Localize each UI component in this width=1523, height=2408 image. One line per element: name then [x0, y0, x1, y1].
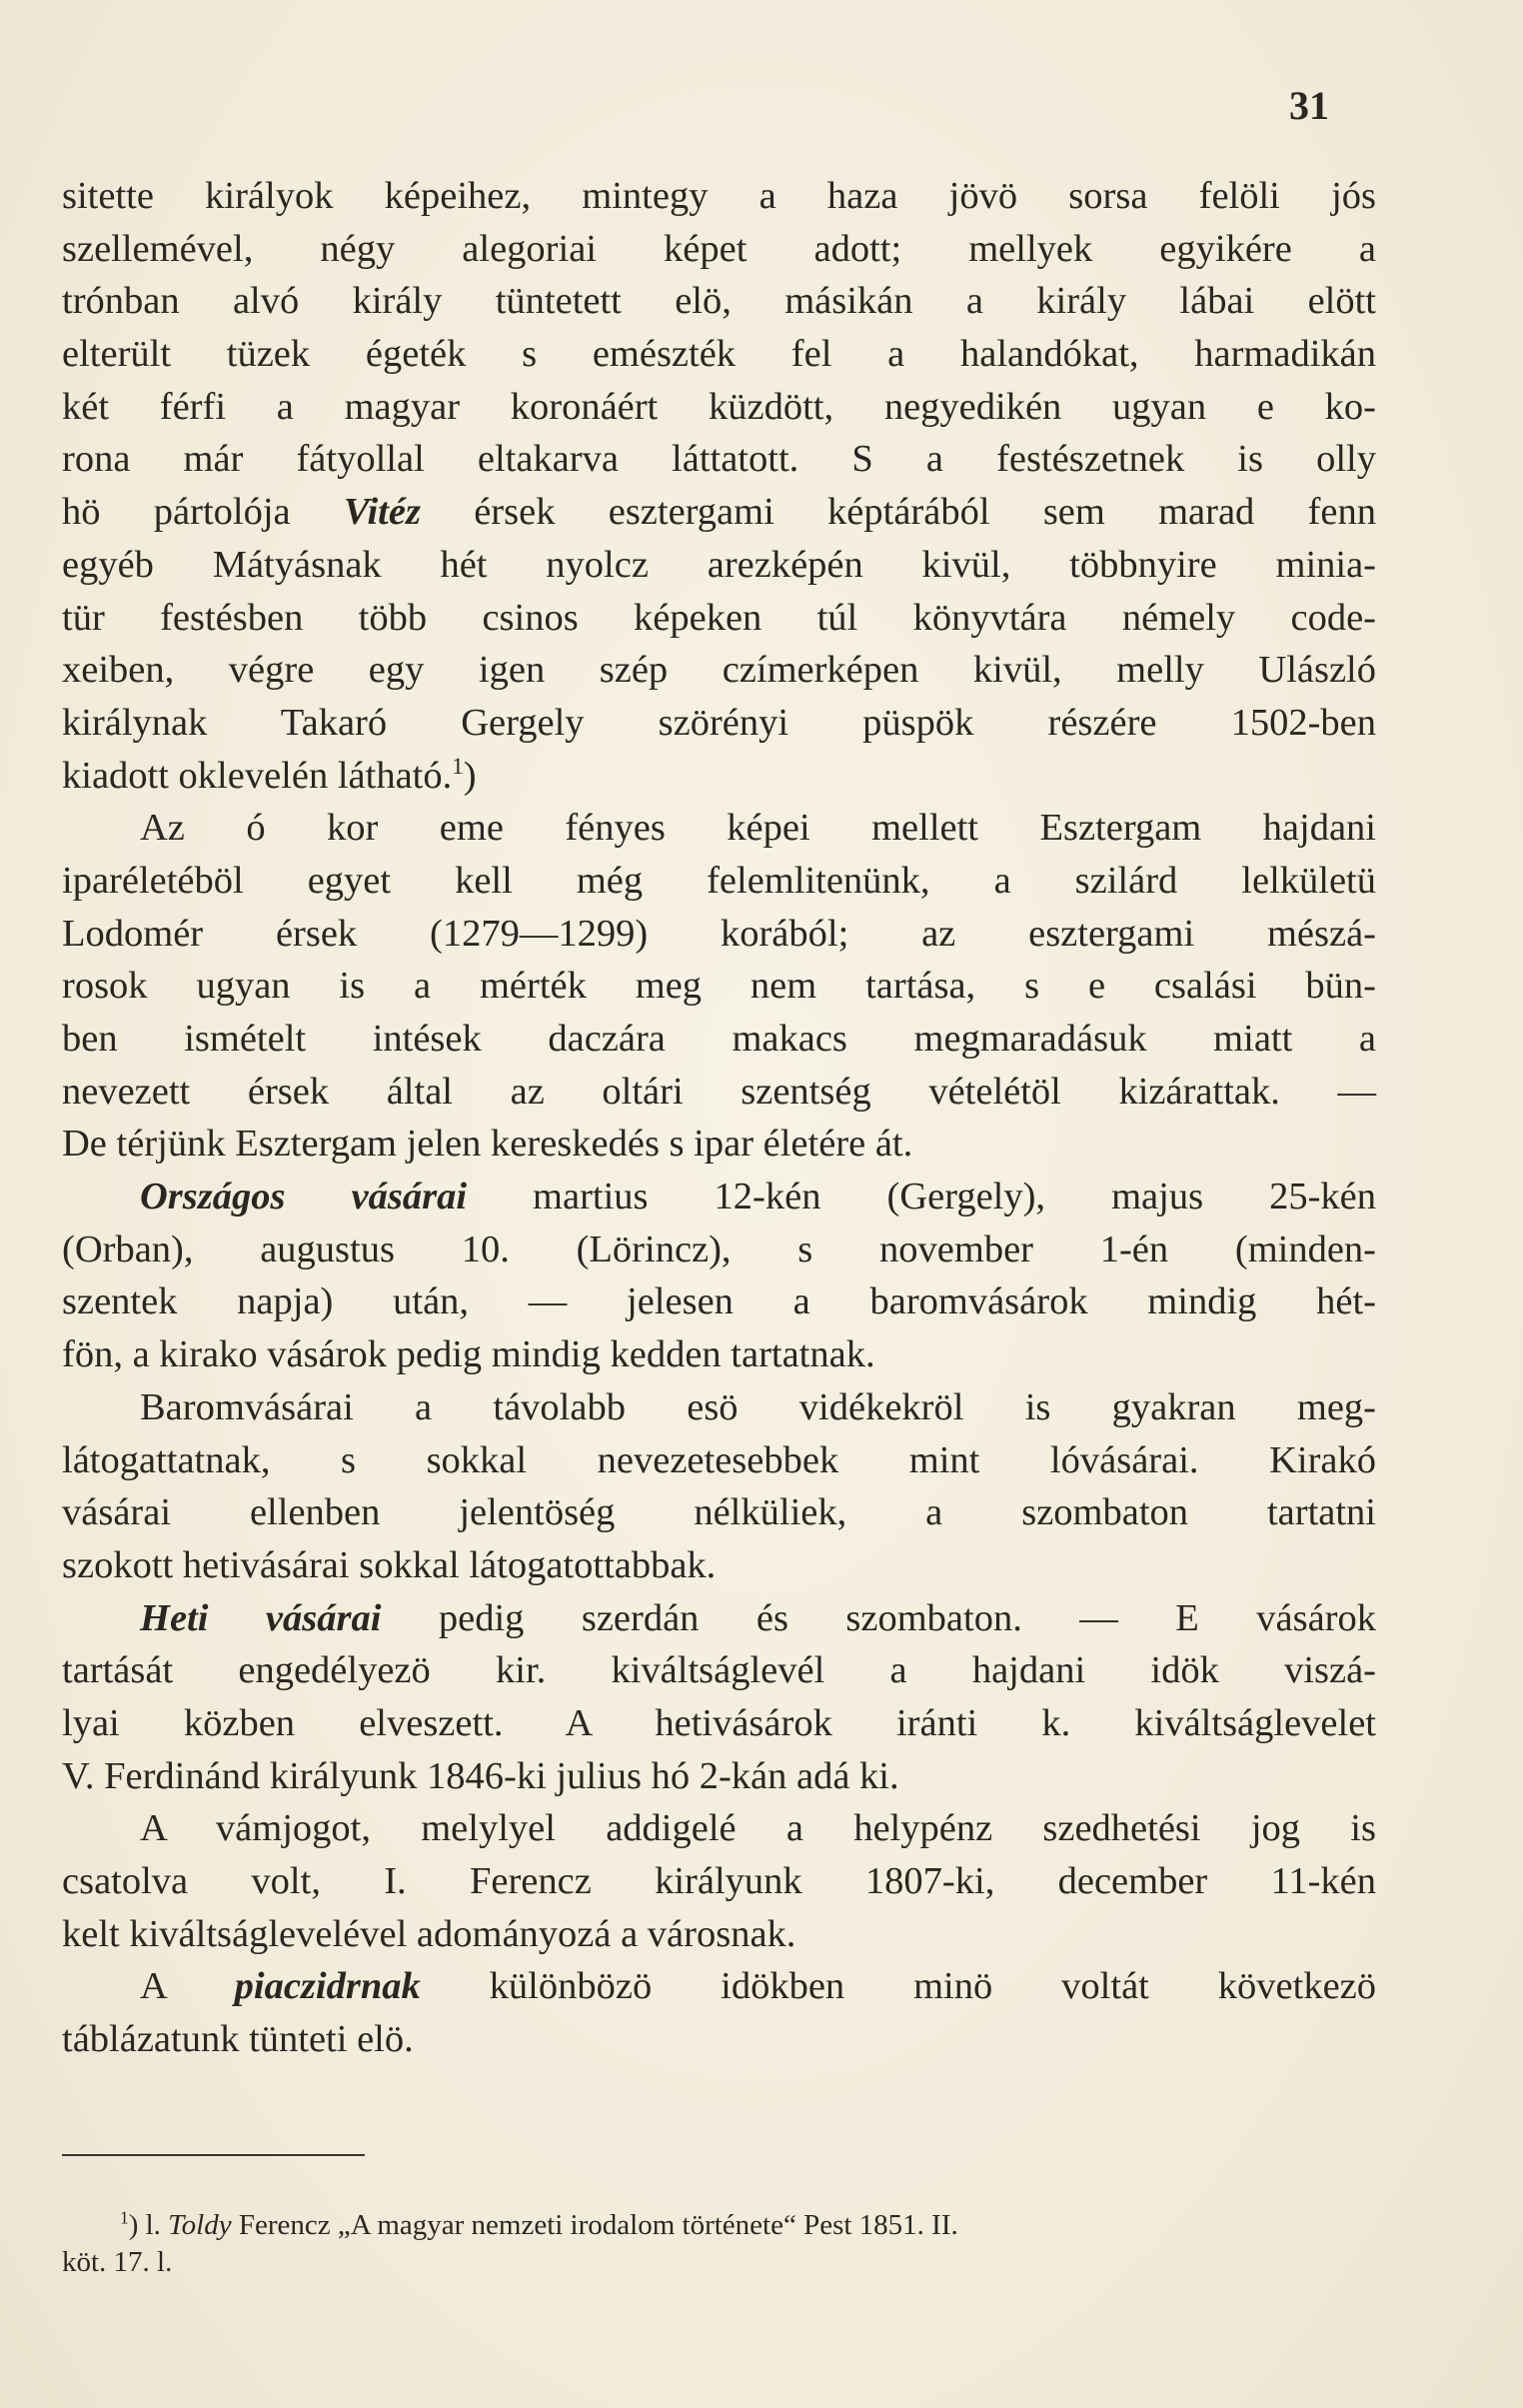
emphasized-term: Országos vásárai — [140, 1176, 468, 1218]
text-segment: Az ó kor eme fényes képei mellett Esztergam hajdani — [140, 807, 1376, 850]
text-segment: hö pártolója — [62, 491, 344, 534]
text-segment: különbözö idökben minö voltát következö — [420, 1965, 1376, 2008]
text-segment: vásárai ellenben jelentöség nélküliek, a szombaton tartatni — [62, 1491, 1376, 1534]
text-line — [62, 960, 1376, 1013]
text-line — [62, 1013, 1376, 1066]
text-line — [62, 592, 1376, 645]
text-segment: egyéb Mátyásnak hét nyolcz arezképén kivül, többnyire minia- — [62, 543, 1376, 586]
text-segment: pedig szerdán és szombaton. — E vásárok — [381, 1596, 1376, 1639]
text-line — [62, 1908, 1376, 1961]
footnote-reference: 1 — [452, 752, 464, 779]
emphasized-term: piaczidrnak — [234, 1965, 421, 2008]
text-line — [62, 1960, 1376, 2013]
text-segment: királynak Takaró Gergely szörényi püspök részére 1502-ben — [62, 701, 1376, 744]
text-segment: kelt kiváltságlevelével adományozá a városnak. — [62, 1912, 796, 1955]
text-segment: lyai közben elveszett. A hetivásárok iránti k. kiváltságlevelet — [62, 1701, 1376, 1744]
text-segment: kiadott oklevelén látható. — [62, 754, 453, 797]
text-segment: tür festésben több csinos képeken túl könyvtára némely code- — [62, 596, 1376, 639]
text-segment: A vámjogot, melylyel addigelé a helypénz szedhetési jog is — [140, 1807, 1376, 1850]
text-segment: szentek napja) után, — jelesen a baromvásárok mindig hét- — [62, 1280, 1376, 1323]
text-segment: trónban alvó király tüntetett elö, másikán a király lábai elött — [62, 280, 1376, 323]
text-segment: elterült tüzek égeték s emészték fel a halandókat, harmadikán — [62, 333, 1376, 376]
footnote-line-1 — [62, 2207, 1376, 2244]
text-line — [62, 1223, 1376, 1276]
footnote-line-2: köt. 17. l. — [62, 2246, 173, 2278]
text-line — [62, 223, 1376, 276]
footnote-marker: 1 — [120, 2207, 129, 2228]
page-number: 31 — [1289, 83, 1329, 128]
text-line — [62, 1066, 1376, 1119]
text-segment: Lodomér érsek (1279—1299) korából; az esztergami mészá- — [62, 912, 1376, 955]
footnote — [62, 2207, 1376, 2281]
text-line — [62, 381, 1376, 434]
text-segment: De térjünk Esztergam jelen kereskedés s ipar életére át. — [62, 1123, 913, 1166]
footnote-author: Toldy — [168, 2209, 232, 2241]
text-segment: táblázatunk tünteti elö. — [62, 2018, 414, 2061]
text-line — [62, 908, 1376, 961]
text-line — [62, 1539, 1376, 1592]
text-segment: (Orban), augustus 10. (Lörincz), s november 1-én (minden- — [62, 1227, 1376, 1270]
text-segment: xeiben, végre egy igen szép czímerképen kivül, melly Ulászló — [62, 649, 1376, 692]
text-line — [62, 1381, 1376, 1434]
text-segment: rosok ugyan is a mérték meg nem tartása, s e csalási bün- — [62, 965, 1376, 1008]
text-line — [62, 1171, 1376, 1223]
footnote-text-post: Ferencz „A magyar nemzeti irodalom története“ Pest 1851. II. — [231, 2209, 958, 2241]
text-line — [62, 328, 1376, 381]
emphasized-term: Heti vásárai — [140, 1596, 382, 1639]
text-line — [62, 275, 1376, 328]
text-segment: fön, a kirako vásárok pedig mindig kedden tartatnak. — [62, 1333, 875, 1376]
text-segment: martius 12-kén (Gergely), majus 25-kén — [467, 1176, 1376, 1218]
text-segment: csatolva volt, I. Ferencz királyunk 1807-ki, december 11-kén — [62, 1860, 1376, 1902]
text-segment: két férfi a magyar koronáért küzdött, negyedikén ugyan e ko- — [62, 385, 1376, 428]
text-line — [62, 1592, 1376, 1645]
text-segment: érsek esztergami képtárából sem marad fenn — [420, 491, 1376, 534]
text-line — [62, 1118, 1376, 1171]
text-segment: ben ismételt intések daczára makacs megmaradásuk miatt a — [62, 1018, 1376, 1060]
text-segment: V. Ferdinánd királyunk 1846-ki julius hó 2-kán adá ki. — [62, 1754, 899, 1797]
body-text — [62, 170, 1376, 2066]
text-segment: ) — [463, 754, 477, 797]
text-segment: tartását engedélyezö kir. kiváltságlevél a hajdani idök viszá- — [62, 1649, 1376, 1692]
text-line — [62, 1855, 1376, 1908]
text-line — [62, 433, 1376, 486]
text-line — [62, 697, 1376, 750]
text-segment: sitette királyok képeihez, mintegy a haza jövö sorsa felöli jós — [62, 175, 1376, 217]
text-line — [62, 2013, 1376, 2066]
text-segment: A — [140, 1965, 235, 2008]
text-segment: látogattatnak, s sokkal nevezetesebbek mint lóvásárai. Kirakó — [62, 1438, 1376, 1481]
text-line — [62, 1697, 1376, 1750]
text-segment: iparéletéböl egyet kell még felemlitenünk, a szilárd lelkületü — [62, 859, 1376, 902]
text-line — [62, 1486, 1376, 1539]
text-line — [62, 1328, 1376, 1381]
text-line — [62, 1275, 1376, 1328]
text-line — [62, 539, 1376, 592]
text-segment: Baromvásárai a távolabb esö vidékekröl is gyakran meg- — [140, 1385, 1376, 1428]
footnote-divider — [62, 2154, 365, 2156]
text-line — [62, 750, 1376, 803]
text-line — [62, 644, 1376, 697]
text-line — [62, 486, 1376, 539]
text-line — [62, 170, 1376, 223]
footnote-text-pre: ) l. — [128, 2209, 169, 2241]
text-line — [62, 1644, 1376, 1697]
text-segment: szellemével, négy alegoriai képet adott; mellyek egyikére a — [62, 227, 1376, 270]
emphasized-term: Vitéz — [343, 491, 421, 534]
text-line — [62, 1750, 1376, 1803]
text-line — [62, 1802, 1376, 1855]
text-segment: szokott hetivásárai sokkal látogatottabbak. — [62, 1543, 717, 1586]
text-segment: nevezett érsek által az oltári szentség vételétöl kizárattak. — — [62, 1070, 1376, 1113]
text-segment: rona már fátyollal eltakarva láttatott. S a festészetnek is olly — [62, 438, 1376, 481]
text-line — [62, 802, 1376, 855]
text-line — [62, 855, 1376, 908]
text-line — [62, 1434, 1376, 1487]
